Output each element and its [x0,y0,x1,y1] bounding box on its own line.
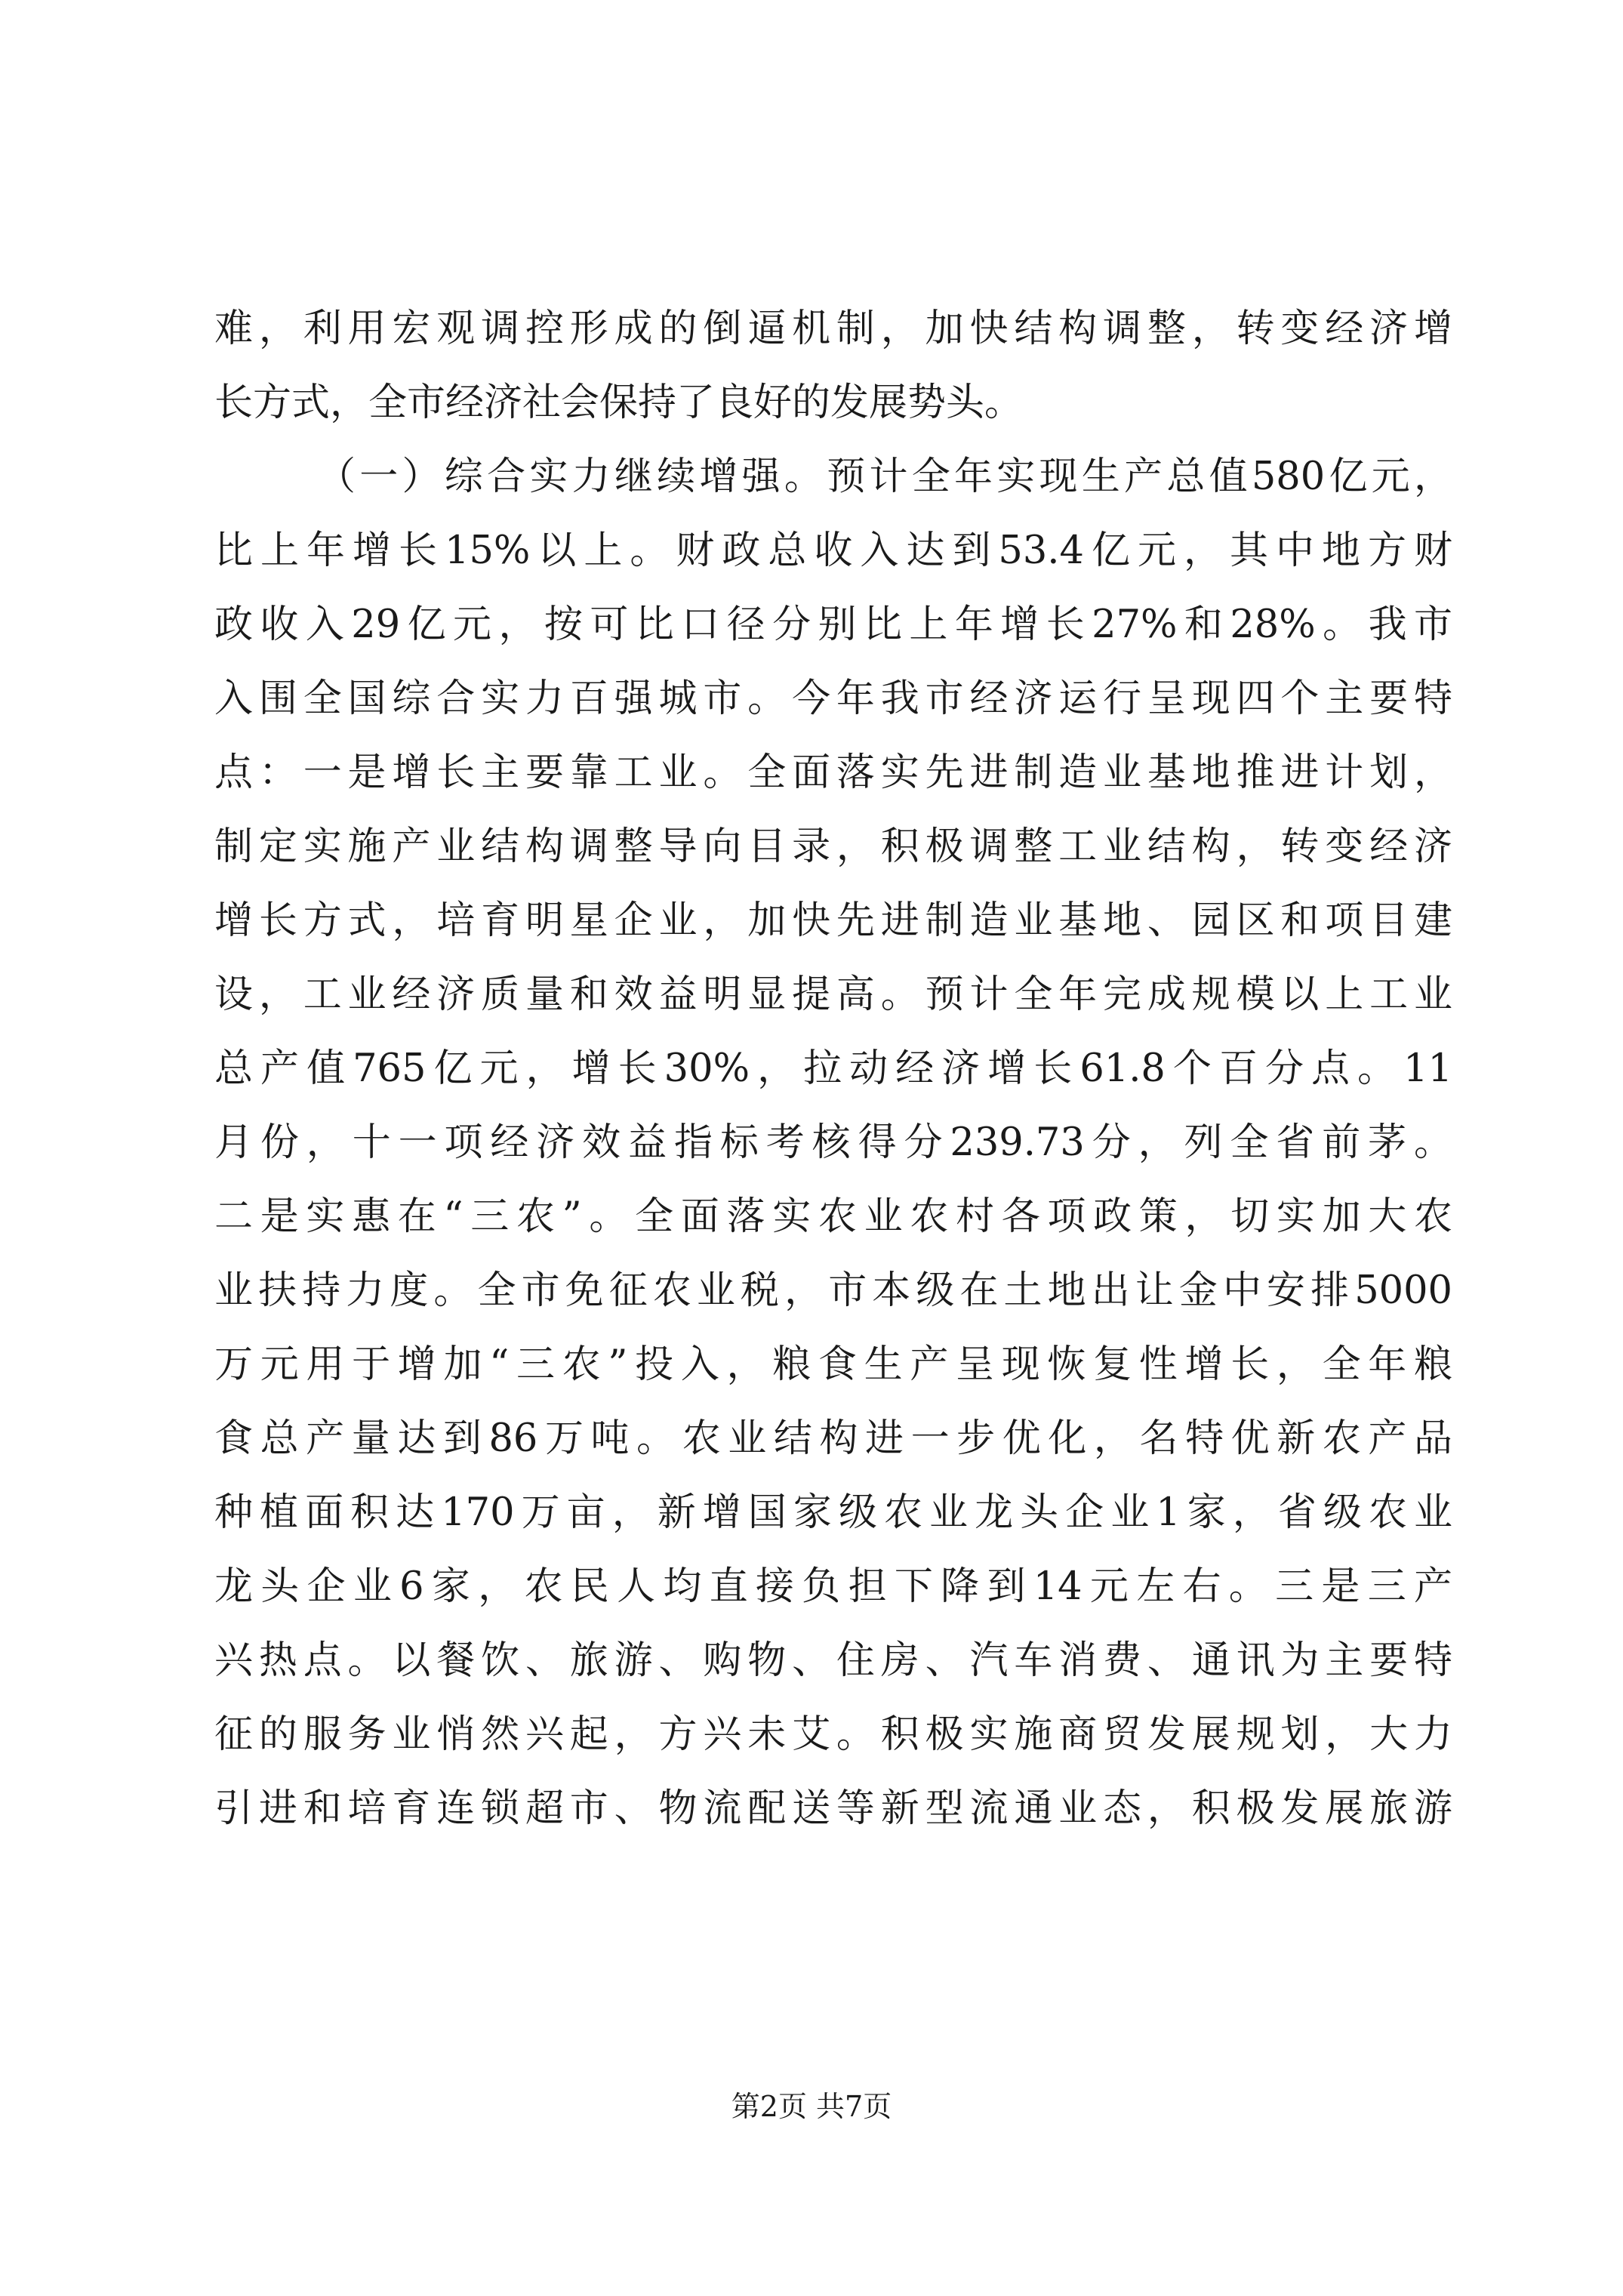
paragraph-line: 种植面积达170万亩，新增国家级农业龙头企业1家，省级农业 [214,1490,1452,1535]
paragraph-line: 长方式，全市经济社会保持了良好的发展势头。 [214,381,1024,425]
paragraph-line: 月份，十一项经济效益指标考核得分239.73分，列全省前茅。 [214,1120,1452,1165]
paragraph-line: 点：一是增长主要靠工业。全面落实先进制造业基地推进计划， [214,750,1452,795]
paragraph-line: 二是实惠在“三农”。全面落实农业农村各项政策，切实加大农 [214,1194,1452,1239]
paragraph-line: 政收入29亿元，按可比口径分别比上年增长27%和28%。我市 [214,603,1452,647]
paragraph-line: 制定实施产业结构调整导向目录，积极调整工业结构，转变经济 [214,824,1452,869]
paragraph-line: 兴热点。以餐饮、旅游、购物、住房、汽车消费、通讯为主要特 [214,1638,1452,1683]
paragraph-line: 引进和培育连锁超市、物流配送等新型流通业态，积极发展旅游 [214,1786,1452,1831]
paragraph-line: 难，利用宏观调控形成的倒逼机制，加快结构调整，转变经济增 [214,307,1452,351]
paragraph-line: 增长方式，培育明星企业，加快先进制造业基地、园区和项目建 [214,898,1452,943]
paragraph-line: 征的服务业悄然兴起，方兴未艾。积极实施商贸发展规划，大力 [214,1712,1452,1757]
paragraph-line: 业扶持力度。全市免征农业税，市本级在土地出让金中安排5000 [214,1268,1452,1313]
paragraph-line: 总产值765亿元，增长30%，拉动经济增长61.8个百分点。11 [214,1046,1452,1091]
paragraph-line: 设，工业经济质量和效益明显提高。预计全年完成规模以上工业 [214,972,1452,1017]
paragraph-line: 龙头企业6家，农民人均直接负担下降到14元左右。三是三产 [214,1564,1452,1609]
page-footer: 第2页 共7页 [731,2090,892,2123]
paragraph-line: 食总产量达到86万吨。农业结构进一步优化，名特优新农产品 [214,1416,1452,1461]
paragraph-line: （一）综合实力继续增强。预计全年实现生产总值580亿元， [317,455,1452,499]
paragraph-line: 万元用于增加“三农”投入，粮食生产呈现恢复性增长，全年粮 [214,1342,1452,1387]
paragraph-line: 入围全国综合实力百强城市。今年我市经济运行呈现四个主要特 [214,676,1452,721]
paragraph-line: 比上年增长15%以上。财政总收入达到53.4亿元，其中地方财 [214,529,1452,573]
